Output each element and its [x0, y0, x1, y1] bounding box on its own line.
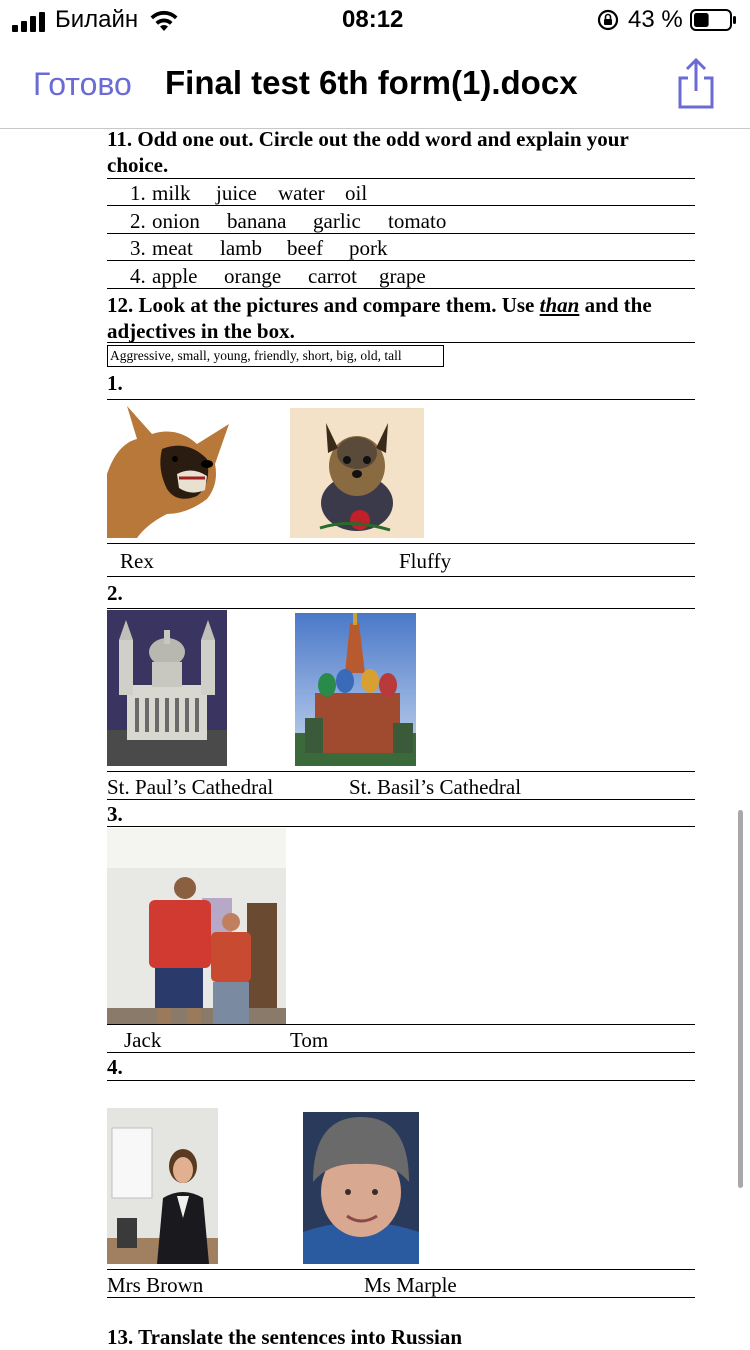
carrier-name: Билайн	[55, 6, 139, 33]
table-line	[107, 1269, 695, 1270]
fluffy-dog-image	[290, 408, 424, 538]
adjectives-box: Aggressive, small, young, friendly, short, big, old, tall	[107, 345, 444, 367]
table-line	[107, 1297, 695, 1298]
odd-item-word: lamb	[220, 236, 262, 260]
odd-item-number: 1.	[130, 181, 146, 205]
pair-2-right-label: St. Basil’s Cathedral	[349, 775, 522, 799]
odd-item-word: meat	[152, 236, 193, 260]
vertical-scrollbar[interactable]	[738, 810, 743, 1188]
pair-4-right-label: Ms Marple	[364, 1273, 457, 1297]
table-line	[107, 1052, 695, 1053]
pair-4-number: 4.	[107, 1055, 123, 1079]
cellular-signal-icon	[12, 12, 48, 32]
rex-dog-image	[107, 404, 233, 538]
pair-1-left-label: Rex	[120, 549, 154, 573]
table-line	[107, 342, 695, 343]
pair-1-number: 1.	[107, 371, 123, 395]
table-line	[107, 543, 695, 544]
wifi-icon	[148, 9, 180, 33]
table-line	[107, 205, 695, 206]
table-line	[107, 608, 695, 609]
st-pauls-cathedral-image	[107, 610, 227, 766]
odd-item-number: 2.	[130, 209, 146, 233]
ms-marple-image	[303, 1112, 419, 1264]
orientation-lock-icon	[597, 9, 619, 31]
mrs-brown-image	[107, 1108, 218, 1264]
table-line	[107, 1024, 695, 1025]
odd-item-word: garlic	[313, 209, 361, 233]
odd-item-number: 4.	[130, 264, 146, 288]
battery-icon	[690, 8, 738, 32]
section-13-heading-partial: 13. Translate the sentences into Russian	[107, 1325, 463, 1349]
st-basils-cathedral-image	[295, 613, 416, 766]
odd-item-word: carrot	[308, 264, 357, 288]
pair-3-number: 3.	[107, 802, 123, 826]
odd-item-word: milk	[152, 181, 191, 205]
odd-item-word: onion	[152, 209, 200, 233]
pair-2-left-label: St. Paul’s Cathedral	[107, 775, 274, 799]
status-bar	[0, 0, 750, 44]
table-line	[107, 771, 695, 772]
share-icon[interactable]	[674, 58, 718, 110]
odd-item-number: 3.	[130, 236, 146, 260]
odd-item-word: orange	[224, 264, 282, 288]
jack-and-tom-image	[107, 828, 286, 1025]
odd-item-word: water	[278, 181, 325, 205]
battery-percent: 43 %	[628, 6, 683, 33]
table-line	[107, 399, 695, 400]
table-line	[107, 826, 695, 827]
odd-item-word: apple	[152, 264, 198, 288]
table-line	[107, 1080, 695, 1081]
pair-3-right-label: Tom	[290, 1028, 329, 1052]
odd-item-word: juice	[216, 181, 257, 205]
navigation-bar	[0, 44, 750, 129]
odd-item-word: pork	[349, 236, 388, 260]
odd-item-word: banana	[227, 209, 287, 233]
table-line	[107, 260, 695, 261]
table-line	[107, 799, 695, 800]
pair-3-left-label: Jack	[124, 1028, 162, 1052]
odd-item-word: tomato	[388, 209, 447, 233]
table-line	[107, 576, 695, 577]
pair-4-left-label: Mrs Brown	[107, 1273, 204, 1297]
odd-item-word: beef	[287, 236, 324, 260]
section-11-heading: 11. Odd one out. Circle out the odd word and explain your choice.	[107, 127, 629, 177]
table-line	[107, 233, 695, 234]
clock: 08:12	[342, 6, 404, 33]
done-button[interactable]: Готово	[33, 66, 132, 102]
pair-2-number: 2.	[107, 581, 123, 605]
table-line	[107, 288, 695, 289]
section-12-heading: 12. Look at the pictures and compare them. Use than and the adjectives in the box.	[107, 293, 652, 343]
odd-item-word: oil	[345, 181, 368, 205]
odd-item-word: grape	[379, 264, 426, 288]
table-line	[107, 178, 695, 179]
document-title: Final test 6th form(1).docx	[165, 64, 578, 101]
pair-1-right-label: Fluffy	[399, 549, 452, 573]
